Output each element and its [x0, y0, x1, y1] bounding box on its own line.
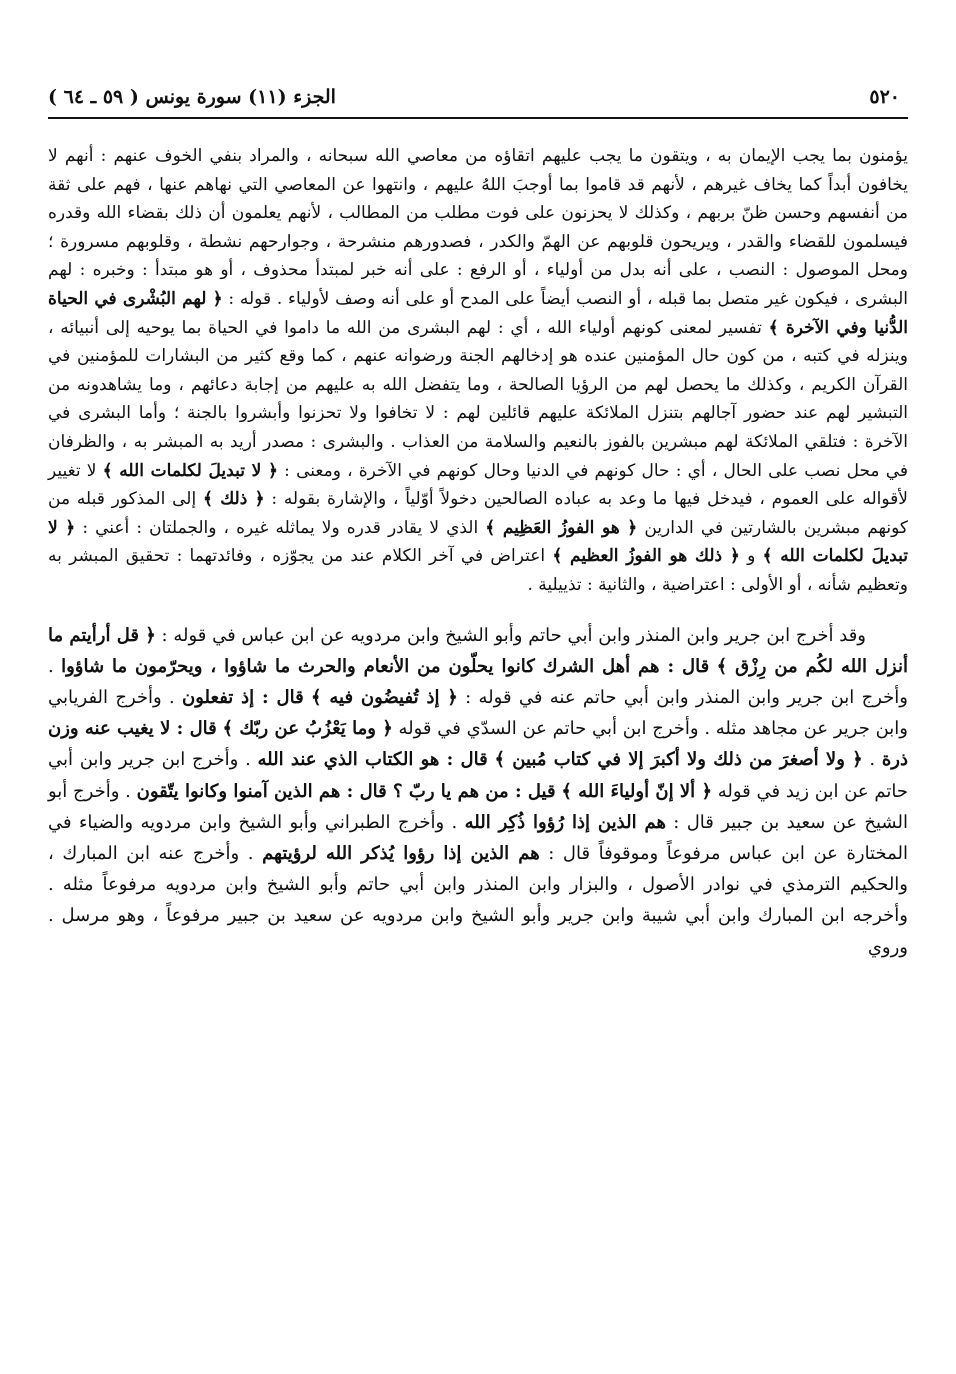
text-run: لا تغيير لأقواله على العموم ، فيدخل فيها ما وعد به عباده الصالحين دخولاً أوّلياً ، والإشارة بقوله :: [48, 460, 908, 510]
text-run: .: [862, 749, 882, 771]
quran-quote: قيل : من هم يا ربّ ؟ قال : هم الذين آمنوا وكانوا يتّقون: [136, 780, 556, 802]
text-run: . وأخرج ابن جرير وابن أبي حاتم عن ابن زيد في قوله: [48, 749, 908, 802]
quran-quote: ﴿ ألا إنّ أولياءَ الله ﴾: [561, 780, 712, 802]
quran-quote: ﴿ لا تبديلَ لكلمات الله ﴾: [102, 460, 278, 481]
header-rule: [48, 117, 908, 119]
text-run: . وأخرج الطبراني وأبو الشيخ وابن مردويه والضياء في المختارة عن ابن عباس مرفوعاً وموقوفاً قال :: [48, 811, 908, 864]
text-run: [709, 656, 716, 677]
text-run: وقد أخرج ابن جرير وابن المنذر وابن أبي حاتم وأبو الشيخ وابن مردويه عن ابن عباس في قوله :: [155, 624, 866, 646]
quran-quote: ﴿ إذ تُفيضُون فيه ﴾: [311, 686, 458, 708]
quran-quote: هم الذين إذا رؤوا يُذكر الله لرؤيتهم: [262, 842, 540, 864]
quran-quote: ﴿ قل أرأيتم ما أنزل الله لكُم من رِزْق ﴾: [47, 624, 908, 677]
page-body: [48, 142, 908, 963]
text-run: و: [739, 546, 763, 567]
narrations-paragraph: [48, 620, 908, 963]
page-number: ٥٢٠: [869, 86, 900, 108]
text-run: اعتراض في آخر الكلام عند من يجوّزه ، وفائدتهما : تحقيق المبشر به وتعظيم شأنه ، أو الأولى : اعتراضية ، والثانية : تذييلية .: [48, 546, 908, 595]
quran-quote: ﴿ هو الفوزُ العَظِيم ﴾: [485, 517, 638, 538]
text-run: [304, 687, 311, 708]
quran-quote: ﴿ ذلك هو الفوزُ العظيم ﴾: [552, 546, 740, 567]
text-run: يؤمنون بما يجب الإيمان به ، ويتقون ما يجب عليهم اتقاؤه من معاصي الله سبحانه ، والمراد بنفي الخوف عنهم : أنهم لا يخافون أبداً كما يخاف غيرهم ، لأنهم قد قاموا بما أوجبَ اللهُ عليهم ، وانتهوا عن المعاصي التي نهاهم عنها ، فهم على ثقة من أنفسهم وحسن ظنّ بربهم ، وكذلك لا يحزنون على فوت مطلب من المطالب ، لأنهم يعلمون أن ذلك بقضاء الله وقدره فيسلمون للقضاء والقدر ، ويريحون قلوبهم عن الهمّ والكدر ، فصدورهم منشرحة ، وجوارحهم نشطة ، وقلوبهم مسرورة ؛ ومحل الموصول : النصب ، على أنه بدل من أولياء ، أو الرفع : على أنه خبر لمبتدأ محذوف ، أو هو مبتدأ : وخبره : لهم البشرى ، فيكون غير متصل بما قبله ، أو النصب أيضاً على المدح أو على أنه وصف لأولياء . قوله :: [48, 146, 908, 309]
text-run: . وأخرج أبو الشيخ عن سعيد بن جبير قال :: [48, 780, 908, 833]
text-run: . وأخرج ابن جرير وابن المنذر وابن أبي حاتم عنه في قوله :: [48, 655, 908, 708]
quran-quote: ﴿ لهم البُشْرى في الحياة الدُّنيا وفي الآخرة ﴾: [48, 288, 908, 338]
quran-quote: ﴿ ولا أصغرَ من ذلك ولا أكبرَ إلا في كتاب مُبين ﴾: [494, 749, 863, 771]
commentary-paragraph: [48, 142, 908, 600]
quran-quote: ﴿ لا تبديلَ لكلمات الله ﴾: [48, 517, 908, 567]
text-run: تفسير لمعنى كونهم أولياء الله ، أي : لهم البشرى من الله ما داموا في الحياة بما يوحيه إلى أنبيائه ، وينزله في كتبه ، من كون حال المؤمنين عنده هو إدخالهم الجنة ورضوانه عنهم ، كما وقع كثير من البشارات للمؤمنين في القرآن الكريم ، وكذلك ما يحصل لهم من الرؤيا الصالحة ، وما يتفضل الله به عليهم من إجابة دعائهم ، وما يشاهدونه من التبشير لهم عند حضور آجالهم بتنزل الملائكة عليهم قائلين لهم : لا تخافوا ولا تحزنوا وأبشروا بالجنة ؛ وأما البشرى في الآخرة : فتلقي الملائكة لهم مبشرين بالفوز بالنعيم والسلامة من العذاب . والبشرى : مصدر أريد به المبشر به ، والظرفان في محل نصب على الحال ، أي : حال كونهم في الدنيا وحال كونهم في الآخرة ، ومعنى :: [48, 317, 909, 481]
quran-quote: ﴿ وما يَعْزُبُ عن ربّك ﴾: [222, 718, 393, 740]
page-header: [48, 82, 908, 116]
quran-quote: قال : إذ تفعلون: [182, 686, 304, 708]
text-run: . وأخرج الفريابي وابن جرير عن مجاهد مثله . وأخرج ابن أبي حاتم عن السدّي في قوله: [48, 686, 908, 740]
text-run: الذي لا يقادر قدره ولا يماثله غيره ، والجملتان : أعني :: [75, 517, 486, 538]
quran-quote: ﴿ ذلك ﴾: [202, 489, 265, 510]
quran-quote: قال : هو الكتاب الذي عند الله: [257, 749, 488, 771]
quran-quote: قال : هم أهل الشرك كانوا يحلّون من الأنعام والحرث ما شاؤوا ، ويحرّمون ما شاؤوا: [61, 655, 710, 677]
quran-quote: هم الذين إذا رُؤوا ذُكِر الله: [464, 811, 666, 833]
quran-quote: قال : لا يغيب عنه وزن ذرة: [48, 718, 908, 771]
text-run: إلى المذكور قبله من كونهم مبشرين بالشارتين في الدارين: [48, 489, 909, 538]
text-run: . وأخرج عنه ابن المبارك ، والحكيم الترمذي في نوادر الأصول ، والبزار وابن المنذر وابن أبي حاتم وأبو الشيخ وابن مردويه مرفوعاً مثله . وأخرجه ابن المبارك وابن أبي شيبة وابن جرير وأبو الشيخ وابن مردويه عن سعيد بن جبير مرفوعاً ، وهو مرسل . وروي: [48, 842, 908, 958]
running-head: الجزء (١١) سورة يونس ( ٥٩ ـ ٦٤ ): [48, 86, 336, 108]
